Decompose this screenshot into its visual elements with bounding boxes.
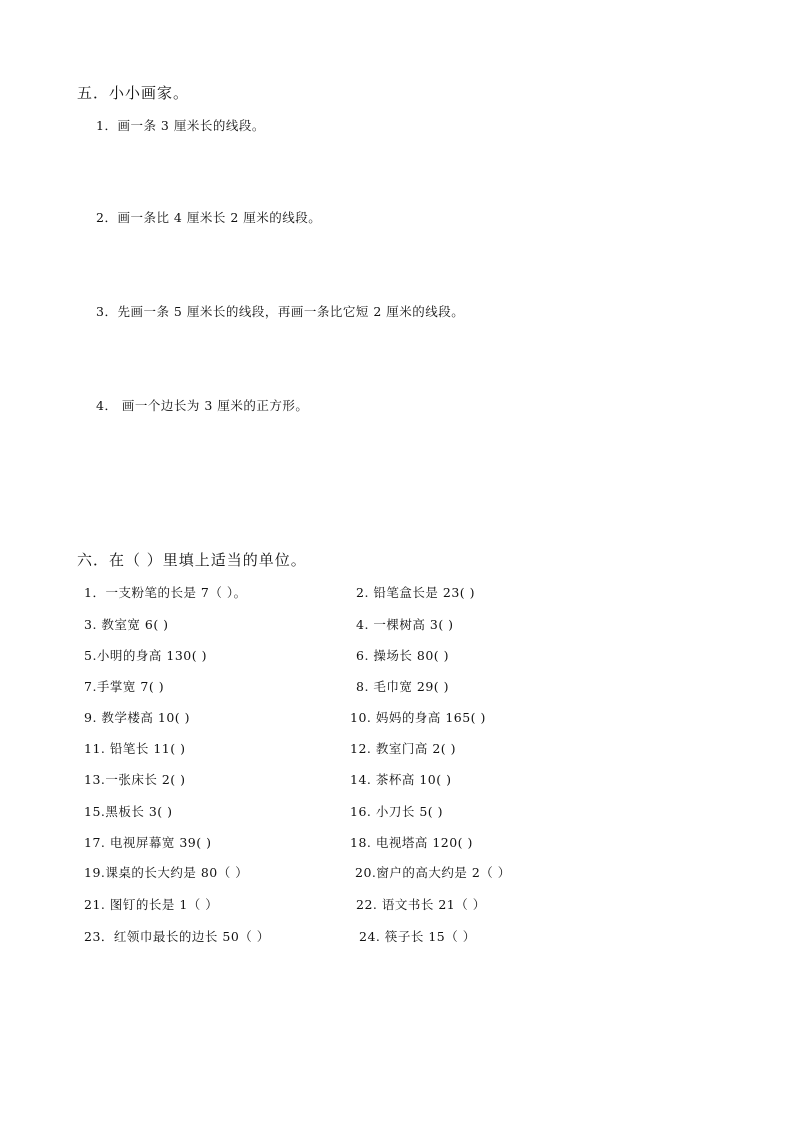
blank-item-20: 20.窗户的高大约是 2（ ） xyxy=(355,865,511,880)
blank-item-3: 3. 教室宽 6( ) xyxy=(84,617,169,632)
blank-item-22: 22. 语文书长 21（ ） xyxy=(356,897,486,912)
task-3: 3．先画一条 5 厘米长的线段，再画一条比它短 2 厘米的线段。 xyxy=(96,304,465,319)
blank-item-18: 18. 电视塔高 120( ) xyxy=(350,835,473,850)
blank-item-24: 24. 筷子长 15（ ） xyxy=(359,929,476,944)
task-1: 1．画一条 3 厘米长的线段。 xyxy=(96,118,265,133)
blank-item-8: 8. 毛巾宽 29( ) xyxy=(356,679,450,694)
blank-item-9: 9. 教学楼高 10( ) xyxy=(84,710,191,725)
blank-item-11: 11. 铅笔长 11( ) xyxy=(84,741,186,756)
blank-item-15: 15.黑板长 3( ) xyxy=(84,804,173,819)
blank-item-10: 10. 妈妈的身高 165( ) xyxy=(350,710,486,725)
task-2: 2．画一条比 4 厘米长 2 厘米的线段。 xyxy=(96,210,322,225)
blank-item-16: 16. 小刀长 5( ) xyxy=(350,804,444,819)
blank-item-23: 23．红领巾最长的边长 50（ ） xyxy=(84,929,270,944)
blank-item-13: 13.一张床长 2( ) xyxy=(84,772,186,787)
blank-item-5: 5.小明的身高 130( ) xyxy=(84,648,207,663)
blank-item-6: 6. 操场长 80( ) xyxy=(356,648,450,663)
blank-item-17: 17. 电视屏幕宽 39( ) xyxy=(84,835,212,850)
section-6-heading: 六．在（ ）里填上适当的单位。 xyxy=(77,551,307,569)
task-4: 4． 画一个边长为 3 厘米的正方形。 xyxy=(96,398,309,413)
section-5-heading: 五．小小画家。 xyxy=(77,84,190,102)
blank-item-19: 19.课桌的长大约是 80（ ） xyxy=(84,865,249,880)
blank-item-4: 4. 一棵树高 3( ) xyxy=(356,617,454,632)
blank-item-7: 7.手掌宽 7( ) xyxy=(84,679,165,694)
blank-item-1: 1．一支粉笔的长是 7（ ）。 xyxy=(84,585,247,600)
blank-item-21: 21. 图钉的长是 1（ ） xyxy=(84,897,219,912)
blank-item-14: 14. 茶杯高 10( ) xyxy=(350,772,452,787)
blank-item-2: 2. 铅笔盒长是 23( ) xyxy=(356,585,476,600)
blank-item-12: 12. 教室门高 2( ) xyxy=(350,741,457,756)
